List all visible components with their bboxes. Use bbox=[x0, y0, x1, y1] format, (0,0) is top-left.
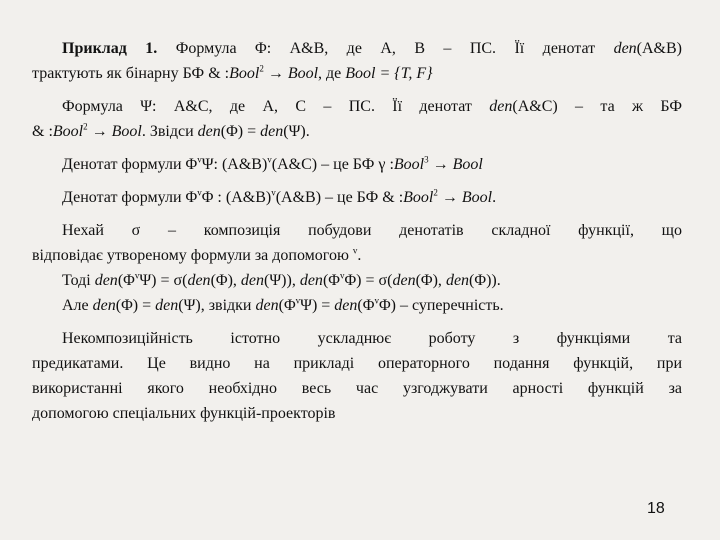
paragraph-psi-line-2 bbox=[32, 119, 682, 144]
den-symbol: den bbox=[445, 272, 470, 289]
exponent: 2 bbox=[259, 63, 264, 74]
arrow: → bbox=[87, 123, 112, 140]
den-symbol: den bbox=[260, 123, 284, 140]
bool-symbol: Bool bbox=[111, 123, 142, 140]
or-operator: v bbox=[339, 270, 345, 281]
text: (A&B) bbox=[636, 40, 682, 57]
text: Ψ) = σ( bbox=[139, 272, 188, 289]
text: трактують як бінарну БФ & : bbox=[32, 65, 230, 82]
text: (Ψ)), bbox=[264, 272, 300, 289]
text: (Φ bbox=[357, 297, 375, 314]
text: (Φ), bbox=[210, 272, 241, 289]
den-symbol: den bbox=[255, 297, 279, 314]
den-symbol: den bbox=[299, 272, 323, 289]
exponent: 2 bbox=[83, 121, 88, 132]
den-symbol: den bbox=[197, 123, 221, 140]
bool-symbol: Bool bbox=[287, 65, 319, 82]
paragraph-noncompositional-line-3: використанні якого необхідно весь час узгоджувати арності функцій за bbox=[32, 380, 682, 397]
bool-set: = {T, F} bbox=[375, 65, 433, 82]
den-symbol: den bbox=[155, 297, 179, 314]
or-operator: v bbox=[374, 295, 379, 306]
text: (A&C) – це БФ γ : bbox=[271, 156, 394, 173]
den-symbol: den bbox=[489, 98, 513, 115]
or-operator: v bbox=[134, 270, 140, 281]
bool-symbol: Bool bbox=[229, 65, 260, 82]
text: (A&C) – та ж БФ bbox=[512, 98, 683, 115]
text: , де bbox=[318, 65, 346, 82]
text: (Φ) = bbox=[115, 297, 156, 314]
text: Ψ: (A&B) bbox=[201, 156, 268, 173]
bool-symbol: Bool bbox=[393, 156, 425, 173]
text: Тоді bbox=[62, 272, 95, 289]
den-symbol: den bbox=[94, 272, 118, 289]
text: Формула Φ: A&B, де A, B – ПС. Її денотат bbox=[175, 40, 596, 57]
text: Формула Ψ: A&C, де A, C – ПС. Її денотат bbox=[62, 98, 472, 115]
paragraph-sigma-line-2 bbox=[32, 243, 682, 268]
text: . bbox=[357, 247, 362, 264]
or-operator: v bbox=[352, 245, 358, 256]
paragraph-but bbox=[32, 293, 682, 318]
text: (Φ), bbox=[415, 272, 446, 289]
arrow: → bbox=[437, 189, 462, 206]
exponent: 2 bbox=[433, 187, 438, 198]
text: & : bbox=[32, 123, 53, 140]
text: (Ψ), звідки bbox=[178, 297, 256, 314]
bool-symbol: Bool bbox=[345, 65, 376, 82]
exponent: 3 bbox=[424, 154, 429, 165]
text: Денотат формули Φ bbox=[62, 189, 198, 206]
paragraph-example-line-2 bbox=[32, 61, 682, 86]
text: Φ) = σ( bbox=[344, 272, 393, 289]
text: Але bbox=[62, 297, 93, 314]
document-body bbox=[32, 36, 682, 426]
arrow: → bbox=[263, 65, 288, 82]
page-number: 18 bbox=[647, 500, 665, 517]
text: (Φ bbox=[278, 297, 296, 314]
example-label: Приклад 1. bbox=[62, 40, 158, 57]
den-symbol: den bbox=[613, 40, 637, 57]
or-operator: v bbox=[271, 187, 276, 198]
text: (Φ)). bbox=[469, 272, 501, 289]
paragraph-noncompositional-line-1: Некомпозиційність істотно ускладнює роботу з функціями та bbox=[62, 330, 682, 347]
paragraph-denotation-2 bbox=[32, 185, 682, 210]
den-symbol: den bbox=[240, 272, 265, 289]
or-operator: v bbox=[197, 154, 202, 165]
text: (Ψ). bbox=[283, 123, 310, 140]
text: . Звідси bbox=[141, 123, 198, 140]
den-symbol: den bbox=[92, 297, 116, 314]
paragraph-then bbox=[32, 268, 682, 293]
paragraph-denotation-1 bbox=[32, 152, 682, 177]
den-symbol: den bbox=[392, 272, 416, 289]
text: Φ) – суперечність. bbox=[378, 297, 504, 314]
or-operator: v bbox=[295, 295, 301, 306]
text: (A&B) – це БФ & : bbox=[275, 189, 404, 206]
den-symbol: den bbox=[187, 272, 211, 289]
paragraph-example-line-1 bbox=[32, 36, 682, 61]
paragraph-sigma-line-1: Нехай σ – композиція побудови денотатів складної функції, що bbox=[62, 222, 682, 239]
text: (Φ bbox=[322, 272, 340, 289]
text: (Φ) = bbox=[220, 123, 261, 140]
or-operator: v bbox=[197, 187, 202, 198]
bool-symbol: Bool bbox=[52, 123, 84, 140]
text: Φ : (A&B) bbox=[201, 189, 272, 206]
bool-symbol: Bool bbox=[452, 156, 483, 173]
text: Денотат формули Φ bbox=[62, 156, 198, 173]
paragraph-psi-line-1 bbox=[32, 94, 682, 119]
text: Ψ) = bbox=[300, 297, 335, 314]
paragraph-noncompositional-line-2: предикатами. Це видно на прикладі операторного подання функцій, при bbox=[32, 355, 682, 372]
arrow: → bbox=[428, 156, 453, 173]
text: . bbox=[492, 189, 497, 206]
text: відповідає утвореному формули за допомогою bbox=[32, 247, 349, 264]
paragraph-noncompositional-line-4: допомогою спеціальних функцій-проекторів bbox=[32, 405, 336, 422]
text: (Φ bbox=[117, 272, 135, 289]
den-symbol: den bbox=[334, 297, 358, 314]
bool-symbol: Bool bbox=[461, 189, 493, 206]
bool-symbol: Bool bbox=[403, 189, 434, 206]
or-operator: v bbox=[267, 154, 272, 165]
